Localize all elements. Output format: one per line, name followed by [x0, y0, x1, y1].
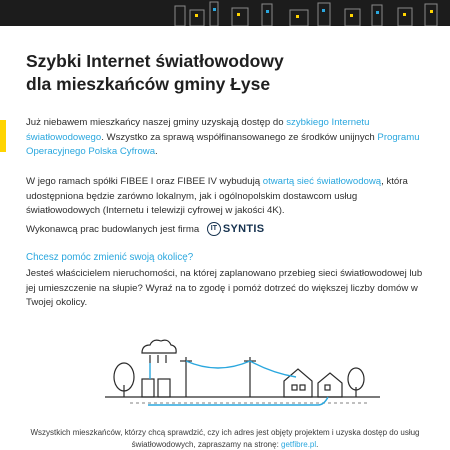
cloud-icon	[142, 340, 176, 353]
syntis-logo-mark: IT	[207, 222, 221, 236]
footer-text: Wszystkich mieszkańców, którzy chcą sprawdzić, czy ich adres jest objęty projektem i uzyska dostęp do usług światłowodowych, zapraszamy na stronę:	[30, 428, 420, 449]
house-icon	[284, 369, 312, 397]
open-network-link-text: otwartą sieć światłowodową	[262, 176, 382, 187]
owner-paragraph: Jesteś właścicielem nieruchomości, na której zaplanowano przebieg sieci światłowodowej lub jej umieszczenie na słupie? Wyraź na to zgodę i pomóż dotrzeć do większej liczby domów w Twojej okolicy.	[26, 268, 423, 308]
network-paragraph	[26, 175, 426, 219]
intro-paragraph	[26, 116, 426, 160]
tree-icon-2	[348, 368, 364, 390]
yellow-accent-bar	[0, 120, 6, 152]
city-skyline-illustration	[0, 0, 450, 26]
help-question-heading: Chcesz pomóc zmienić swoją okolicę?	[26, 252, 194, 263]
network-text-b: , która udostępniona będzie zarówno lokalnym, jak i ogólnopolskim dostawcom usług światłowodowych (Internetu i telewizji cyfrowej w jakości 4K).	[26, 176, 408, 216]
page-title	[26, 50, 426, 96]
syntis-logo	[207, 222, 265, 237]
getfibre-link[interactable]: getfibre.pl	[281, 439, 317, 449]
footer-note	[10, 427, 440, 450]
fiber-network-illustration	[0, 335, 450, 420]
network-text-a: W jego ramach spółki FIBEE I oraz FIBEE IV wybudują	[26, 176, 263, 187]
contractor-text: Wykonawcą prac budowlanych jest firma	[26, 223, 200, 235]
syntis-logo-text: SYNTIS	[222, 223, 265, 235]
footer-end: .	[316, 439, 319, 449]
program-name-link-text: Programu Operacyjnego Polska Cyfrowa	[26, 131, 420, 157]
street-cabinet-icon	[142, 379, 154, 397]
intro-text-a: Już niebawem mieszkańcy naszej gminy uzyskają dostęp do	[26, 117, 287, 128]
top-illustration-banner	[0, 0, 450, 26]
contractor-paragraph	[26, 222, 426, 237]
fiber-internet-link-text: szybkiego Internetu światłowodowego	[26, 117, 370, 143]
title-line-2: dla mieszkańców gminy Łyse	[26, 74, 271, 94]
intro-text-c: .	[155, 146, 158, 157]
title-line-1: Szybki Internet światłowodowy	[26, 51, 284, 71]
intro-text-b: . Wszystko za sprawą współfinansowanego ze środków unijnych	[101, 131, 378, 143]
